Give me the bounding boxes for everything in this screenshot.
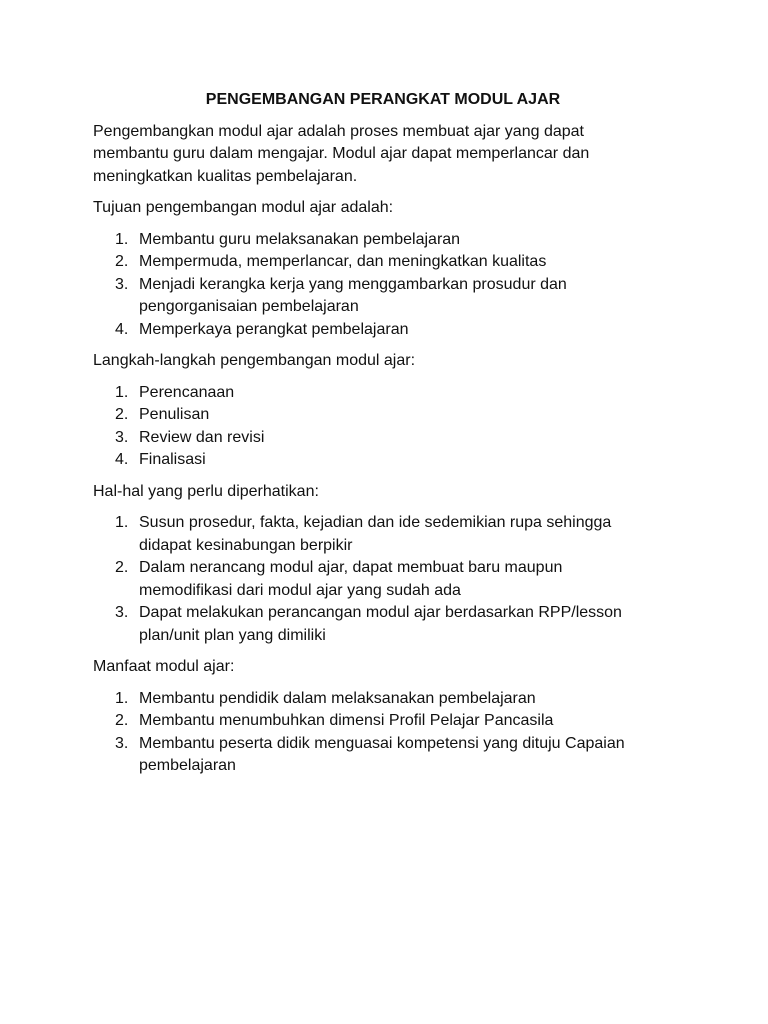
list-item bbox=[93, 557, 653, 602]
section-heading-hal-hal: Hal-hal yang perlu diperhatikan: bbox=[93, 482, 319, 500]
list-number: 1. bbox=[115, 230, 129, 248]
list-number: 3. bbox=[115, 734, 129, 752]
list-item bbox=[93, 449, 653, 472]
list-item bbox=[93, 229, 653, 252]
list-item bbox=[93, 710, 653, 733]
document-title: PENGEMBANGAN PERANGKAT MODUL AJAR bbox=[205, 91, 561, 108]
list-item-text: Dalam nerancang modul ajar, dapat membuat baru maupun memodifikasi dari modul ajar yang sudah ada bbox=[139, 559, 563, 599]
list-number: 2. bbox=[115, 253, 129, 270]
document-body bbox=[93, 89, 653, 787]
list-item-text: Review dan revisi bbox=[139, 428, 265, 446]
list-item-text: Mempermuda, memperlancar, dan meningkatkan kualitas bbox=[139, 253, 547, 270]
list-number: 3. bbox=[115, 604, 129, 621]
list-number: 1. bbox=[115, 383, 129, 401]
list-item-text: Membantu peserta didik menguasai kompetensi yang dituju Capaian pembelajaran bbox=[139, 734, 625, 774]
list-number: 3. bbox=[115, 275, 129, 293]
list-number: 2. bbox=[115, 712, 129, 729]
list-item bbox=[93, 733, 653, 778]
section-heading-langkah: Langkah-langkah pengembangan modul ajar: bbox=[93, 352, 416, 369]
list-tujuan bbox=[93, 229, 653, 342]
list-number: 1. bbox=[115, 689, 129, 707]
list-item-text: Finalisasi bbox=[139, 451, 206, 468]
list-langkah bbox=[93, 382, 653, 472]
list-item-text: Perencanaan bbox=[139, 383, 235, 401]
list-item bbox=[93, 688, 653, 711]
list-item bbox=[93, 427, 653, 450]
list-item bbox=[93, 404, 653, 427]
list-item bbox=[93, 274, 653, 319]
list-item-text: Membantu pendidik dalam melaksanakan pembelajaran bbox=[139, 689, 536, 707]
list-item bbox=[93, 382, 653, 405]
list-number: 1. bbox=[115, 514, 129, 531]
intro-paragraph: Pengembangkan modul ajar adalah proses membuat ajar yang dapat membantu guru dalam mengajar. Modul ajar dapat memperlancar dan meningkatkan kualitas pembelajaran. bbox=[93, 122, 590, 185]
section-heading-tujuan: Tujuan pengembangan modul ajar adalah: bbox=[93, 199, 394, 216]
list-item-text: Dapat melakukan perancangan modul ajar berdasarkan RPP/lesson plan/unit plan yang dimiliki bbox=[139, 604, 622, 644]
list-item bbox=[93, 602, 653, 647]
list-number: 3. bbox=[115, 428, 129, 446]
list-item-text: Penulisan bbox=[139, 406, 210, 423]
list-item bbox=[93, 251, 653, 274]
list-item-text: Membantu menumbuhkan dimensi Profil Pelajar Pancasila bbox=[139, 712, 554, 729]
section-heading-manfaat: Manfaat modul ajar: bbox=[93, 658, 235, 675]
list-number: 4. bbox=[115, 320, 129, 338]
list-item-text: Memperkaya perangkat pembelajaran bbox=[139, 320, 409, 338]
list-item-text: Susun prosedur, fakta, kejadian dan ide sedemikian rupa sehingga didapat kesinabungan berpikir bbox=[139, 514, 612, 554]
list-number: 2. bbox=[115, 559, 129, 576]
list-number: 4. bbox=[115, 451, 129, 468]
list-hal-hal bbox=[93, 512, 653, 647]
list-item bbox=[93, 512, 653, 557]
list-item-text: Menjadi kerangka kerja yang menggambarkan prosudur dan pengorganisaian pembelajaran bbox=[139, 275, 567, 315]
list-number: 2. bbox=[115, 406, 129, 423]
list-item bbox=[93, 319, 653, 342]
list-manfaat bbox=[93, 688, 653, 778]
list-item-text: Membantu guru melaksanakan pembelajaran bbox=[139, 230, 461, 248]
